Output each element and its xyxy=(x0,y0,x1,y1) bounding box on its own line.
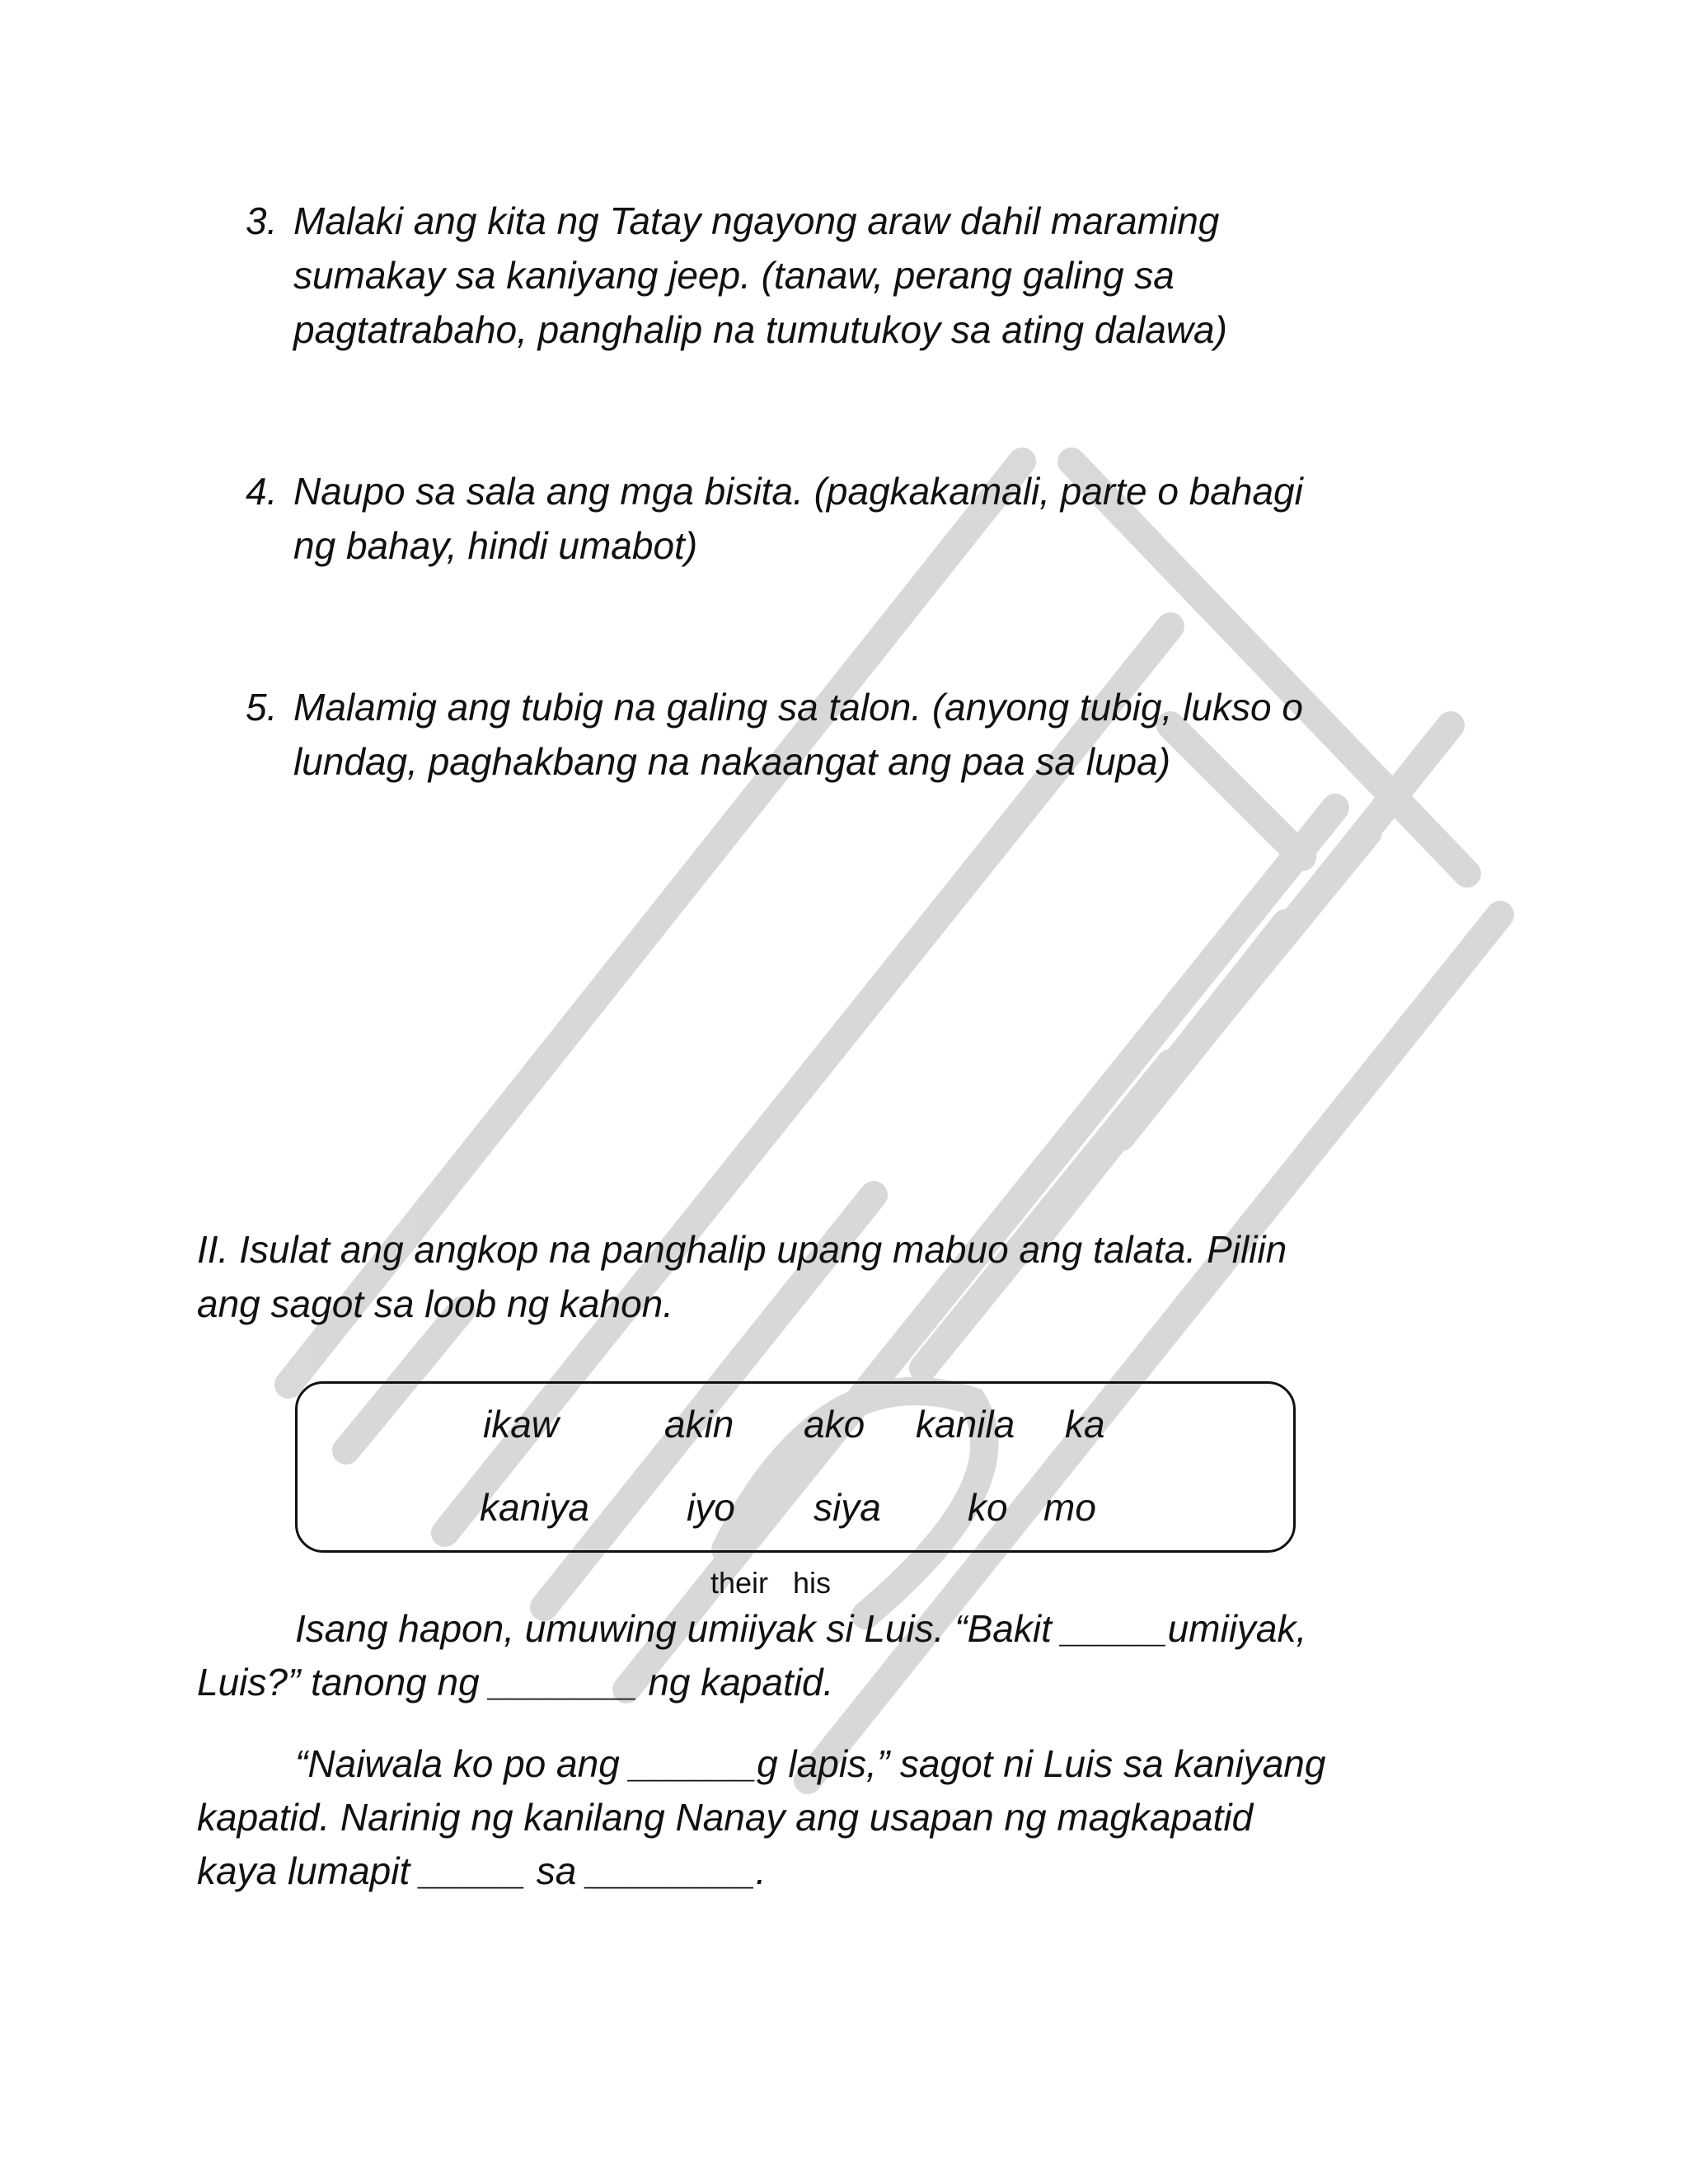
paragraph-line: Isang hapon, umuwing umiiyak si Luis. “Bakit _____umiiyak, xyxy=(295,1607,1307,1650)
word-choice: akin xyxy=(664,1403,734,1446)
item-3-line: pagtatrabaho, panghalip na tumutukoy sa ating dalawa) xyxy=(293,308,1227,351)
word-choice: iyo xyxy=(687,1486,735,1529)
section-instructions: II. Isulat ang angkop na panghalip upang mabuo ang talata. Piliin xyxy=(197,1228,1287,1271)
item-5-line: lundag, paghakbang na nakaangat ang paa sa lupa) xyxy=(293,740,1171,783)
item-3-line: Malaki ang kita ng Tatay ngayong araw dahil maraming xyxy=(293,199,1220,242)
word-choice: kaniya xyxy=(480,1486,589,1529)
item-3-line: sumakay sa kaniyang jeep. (tanaw, perang galing sa xyxy=(293,254,1175,297)
word-choice: ako xyxy=(804,1403,865,1446)
word-choice: ka xyxy=(1065,1403,1105,1446)
paragraph-line: “Naiwala ko po ang ______g lapis,” sagot ni Luis sa kaniyang xyxy=(295,1742,1326,1785)
handwritten-note: their his xyxy=(710,1566,832,1600)
word-choice: mo xyxy=(1043,1486,1096,1529)
paragraph-line: kapatid. Narinig ng kanilang Nanay ang usapan ng magkapatid xyxy=(197,1796,1254,1839)
paragraph-line: kaya lumapit _____ sa ________. xyxy=(197,1849,767,1892)
section-instructions: ang sagot sa loob ng kahon. xyxy=(197,1282,674,1325)
word-box xyxy=(295,1381,1296,1553)
word-choice: siya xyxy=(814,1486,881,1529)
item-5-line: Malamig ang tubig na galing sa talon. (anyong tubig, lukso o xyxy=(293,686,1303,729)
item-number: 3. xyxy=(246,199,278,242)
paragraph-line: Luis?” tanong ng _______ ng kapatid. xyxy=(197,1661,834,1704)
word-choice: ikaw xyxy=(483,1403,560,1446)
item-4-line: ng bahay, hindi umabot) xyxy=(293,524,698,567)
item-number: 4. xyxy=(246,470,278,513)
word-choice: ko xyxy=(968,1486,1008,1529)
item-number: 5. xyxy=(246,686,278,729)
item-4-line: Naupo sa sala ang mga bisita. (pagkakamali, parte o bahagi xyxy=(293,470,1303,513)
word-choice: kanila xyxy=(916,1403,1015,1446)
